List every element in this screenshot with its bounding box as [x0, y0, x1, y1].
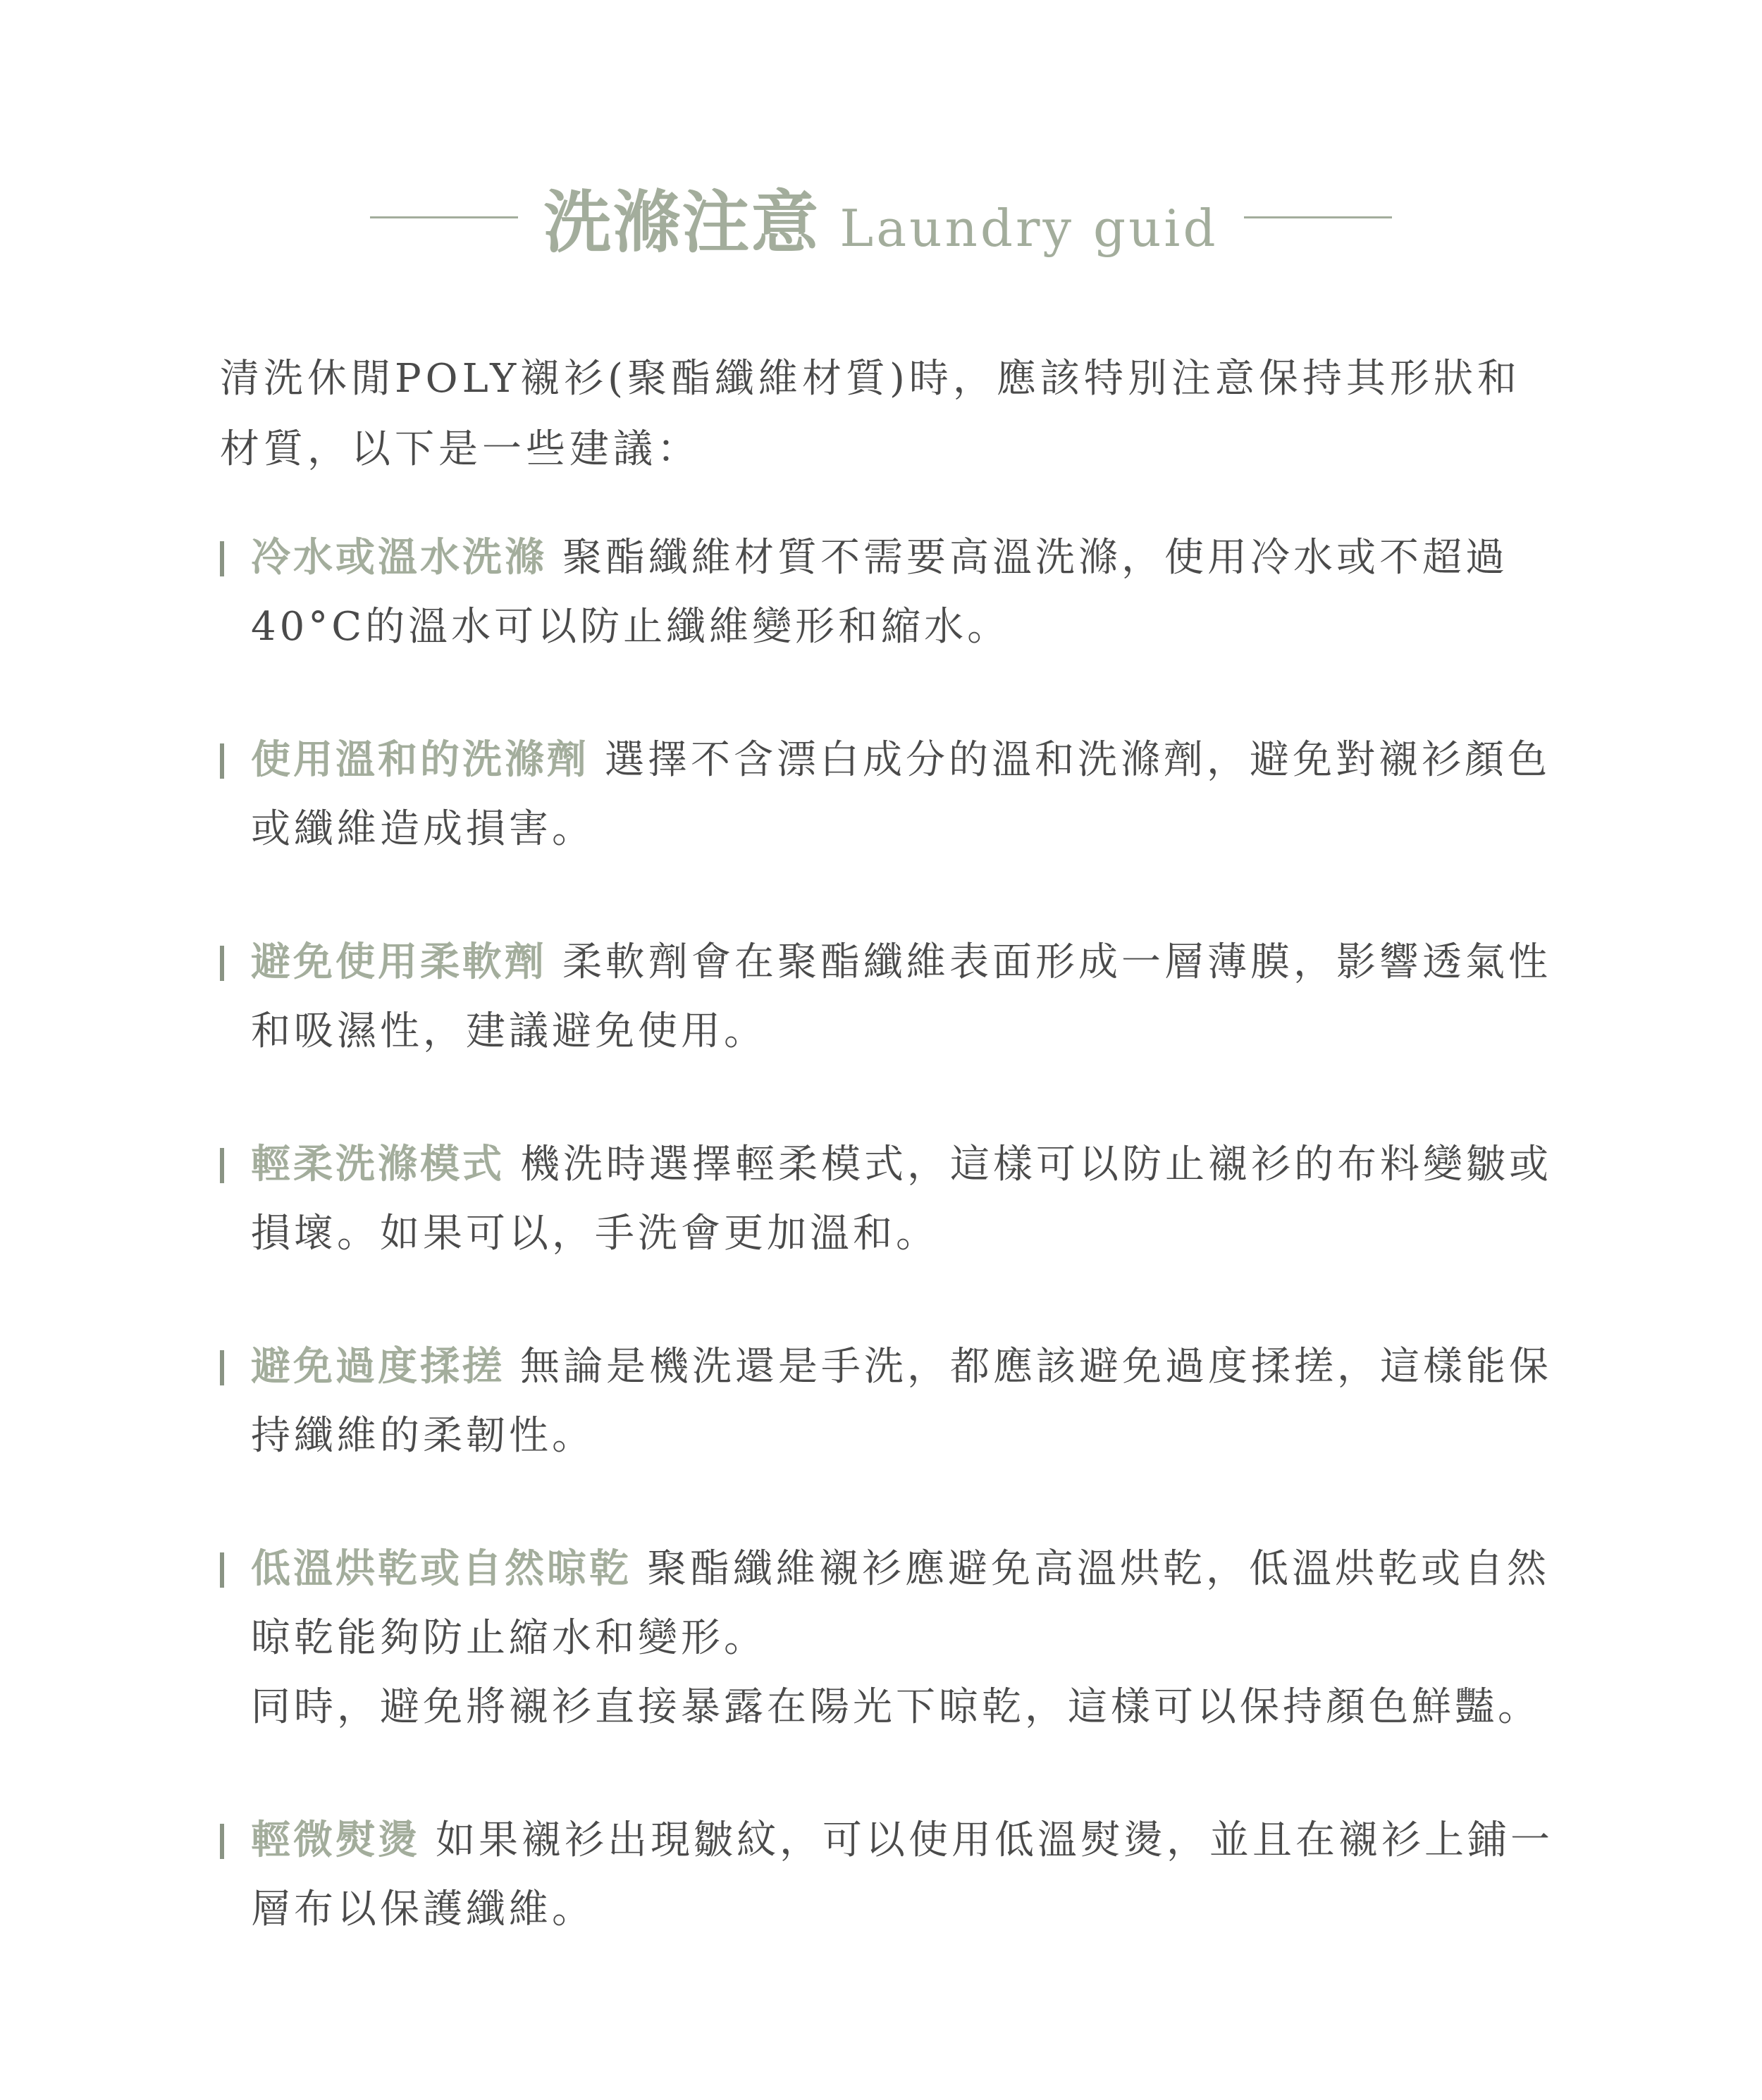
tip-marker-bar — [220, 1350, 224, 1385]
tip-marker-bar — [220, 1824, 224, 1859]
tip-text: 機洗時選擇輕柔模式，這樣可以防止襯衫的布料變皺或損壞。如果可以，手洗會更加溫和。 — [251, 1142, 1552, 1256]
tip-text: 選擇不含漂白成分的溫和洗滌劑，避免對襯衫顏色或纖維造成損害。 — [251, 737, 1551, 852]
page-title — [543, 169, 1218, 266]
tip-marker-bar — [220, 541, 224, 576]
tip-title: 避免使用柔軟劑 — [251, 939, 547, 985]
section-header — [0, 175, 1762, 262]
tip-marker-bar — [220, 946, 224, 981]
tip-title: 低溫烘乾或自然晾乾 — [251, 1545, 632, 1592]
list-item — [220, 1805, 1580, 1944]
tip-title: 冷水或溫水洗滌 — [251, 534, 547, 581]
list-item — [220, 927, 1580, 1066]
tip-marker-bar — [220, 743, 224, 779]
list-item — [220, 725, 1580, 864]
page-title-english: Laundry guid — [839, 198, 1219, 258]
tip-title: 避免過度揉搓 — [251, 1343, 505, 1390]
tip-title: 輕微熨燙 — [251, 1817, 420, 1863]
tip-marker-bar — [220, 1148, 224, 1183]
tip-text: 聚酯纖維襯衫應避免高溫烘乾，低溫烘乾或自然晾乾能夠防止縮水和變形。 — [251, 1546, 1550, 1661]
tip-title: 使用溫和的洗滌劑 — [251, 736, 589, 783]
tip-text: 如果襯衫出現皺紋，可以使用低溫熨燙，並且在襯衫上鋪一層布以保護纖維。 — [251, 1817, 1553, 1932]
intro-paragraph: 清洗休閒POLY襯衫(聚酯纖維材質)時，應該特別注意保持其形狀和材質，以下是一些建議： — [220, 356, 1521, 472]
title-left-rule — [370, 216, 518, 218]
tip-text: 柔軟劑會在聚酯纖維表面形成一層薄膜，影響透氣性和吸濕性，建議避免使用。 — [251, 939, 1551, 1054]
tips-list — [220, 523, 1580, 1944]
list-item — [220, 523, 1580, 662]
list-item — [220, 1332, 1580, 1471]
list-item — [220, 1130, 1580, 1268]
tip-marker-bar — [220, 1552, 224, 1588]
list-item — [220, 1534, 1580, 1742]
tip-text: 無論是機洗還是手洗，都應該避免過度揉搓，這樣能保持纖維的柔韌性。 — [251, 1344, 1552, 1459]
title-right-rule — [1244, 216, 1392, 218]
tip-extra-text: 同時，避免將襯衫直接暴露在陽光下晾乾，這樣可以保持顏色鮮豔。 — [251, 1684, 1541, 1730]
page-title-chinese: 洗滌注意 — [543, 182, 820, 262]
tip-text: 聚酯纖維材質不需要高溫洗滌，使用冷水或不超過40°C的溫水可以防止纖維變形和縮水。 — [251, 535, 1508, 650]
tip-title: 輕柔洗滌模式 — [251, 1141, 505, 1187]
